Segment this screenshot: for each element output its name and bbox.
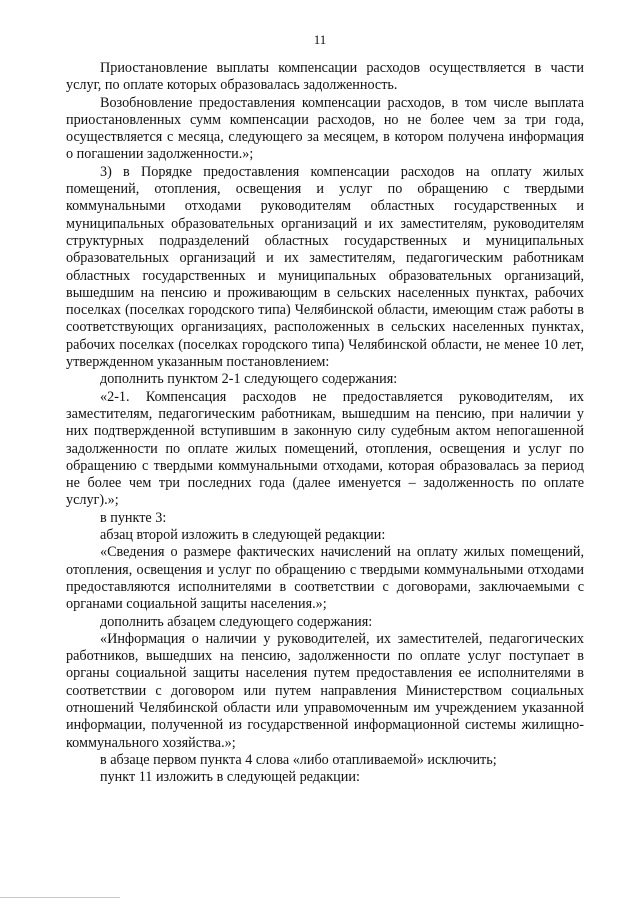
paragraph: абзац второй изложить в следующей редакции: [100, 527, 386, 544]
paragraph: «2-1. Компенсация расходов не предоставляется руководителям, их заместителям, педагогическим работникам, вышедшим на пенсию, при наличии у них подтвержденной вступившим в законную силу судебным актом непогашенной задолженности по оплате жилых помещений, отопления, освещения и услуг по обращению с твердыми коммунальными отходами, которая образовалась за период не более чем три последних года (далее именуется – задолженность по оплате услуг).»; [66, 388, 584, 509]
paragraph: «Сведения о размере фактических начислений на оплату жилых помещений, отопления, освещения и услуг по обращению с твердыми коммунальными отходами предоставляются исполнителями в соответствии с договорами, заключаемыми с органами социальной защиты населения.»; [66, 544, 584, 613]
paragraph: в абзаце первом пункта 4 слова «либо отапливаемой» исключить; [100, 751, 497, 768]
page-number: 11 [313, 32, 327, 47]
paragraph: «Информация о наличии у руководителей, их заместителей, педагогических работников, вышедших на пенсию, задолженности по оплате услуг поступает в органы социальной защиты населения путем предоставления ее исполнителями в соответствии с договором или путем направления Министерством социальных отношений Челябинской области или управомоченным им учреждением указанной информации, полученной из государственной информационной системы жилищно-коммунального хозяйства.»; [66, 630, 584, 751]
paragraph: в пункте 3: [100, 509, 167, 526]
scan-edge-line [0, 897, 120, 898]
document-body [66, 60, 584, 786]
paragraph: пункт 11 изложить в следующей редакции: [100, 769, 360, 786]
paragraph: дополнить пунктом 2-1 следующего содержания: [100, 371, 398, 388]
paragraph: 3) в Порядке предоставления компенсации расходов на оплату жилых помещений, отопления, освещения и услуг по обращению с твердыми коммунальными отходами руководителям областных государственных и муниципальных образовательных организаций и их заместителям, руководителям структурных подразделений областных государственных и муниципальных образовательных организаций и их заместителям, педагогическим работникам областных государственных и муниципальных образовательных организаций, вышедшим на пенсию и проживающим в сельских населенных пунктах, рабочих поселках (поселках городского типа) Челябинской области, имеющим стаж работы в соответствующих организациях, расположенных в сельских населенных пунктах, рабочих поселках (поселках городского типа) Челябинской области, не менее 10 лет, утвержденном указанным постановлением: [66, 163, 584, 371]
paragraph: Возобновление предоставления компенсации расходов, в том числе выплата приостановленных сумм компенсации расходов, но не более чем за три года, осуществляется с месяца, следующего за месяцем, в котором получена информация о погашении задолженности.»; [66, 94, 584, 163]
paragraph: Приостановление выплаты компенсации расходов осуществляется в части услуг, по оплате которых образовалась задолженность. [66, 60, 584, 94]
paragraph: дополнить абзацем следующего содержания: [100, 613, 373, 630]
